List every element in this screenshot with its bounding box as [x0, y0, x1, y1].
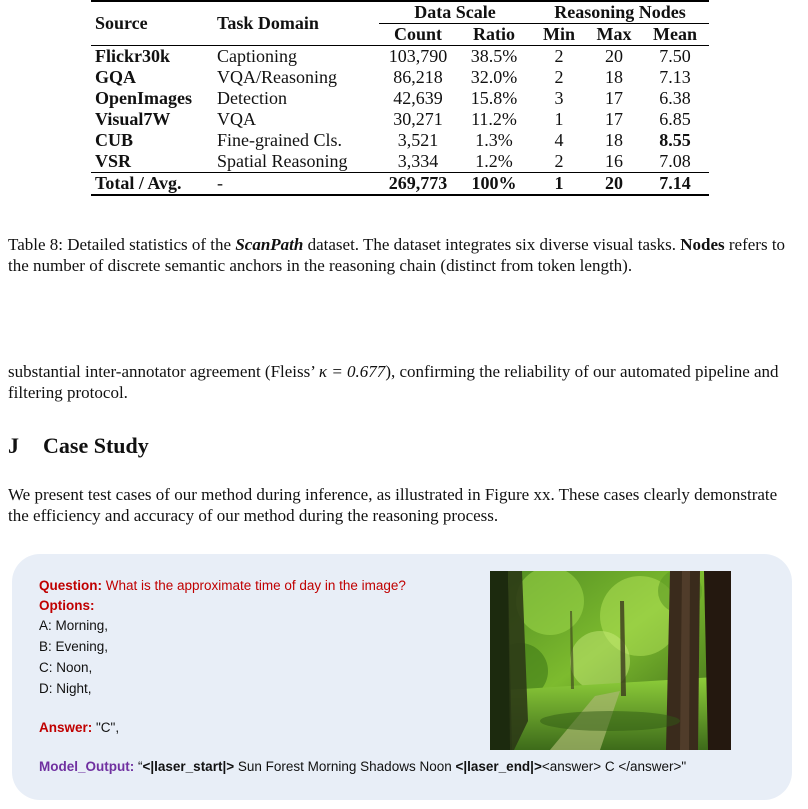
header-reasoning-nodes: Reasoning Nodes [531, 1, 709, 24]
cell-source: Flickr30k [91, 46, 213, 68]
cell-count: 42,639 [393, 88, 443, 108]
header-min: Min [542, 24, 575, 44]
laser-start-tag: <|laser_start|> [142, 759, 235, 774]
header-row-1 [91, 1, 709, 24]
header-max: Max [596, 24, 632, 44]
total-label: Total / Avg. [91, 173, 213, 196]
cell-domain: Spatial Reasoning [217, 151, 348, 171]
cell-domain: Captioning [213, 46, 379, 68]
cell-mean: 7.08 [659, 151, 691, 171]
total-domain: - [213, 173, 379, 196]
answer-text: "C", [92, 720, 120, 735]
cell-count: 86,218 [393, 67, 443, 87]
cell-source: OpenImages [95, 88, 193, 108]
para1-before: substantial inter-annotator agreement (Fleiss’ [8, 362, 319, 381]
caption-dataset-name: ScanPath [235, 235, 304, 254]
cell-max: 18 [605, 67, 623, 87]
para1-after: ), confirming the reliability of our automated pipeline and filtering protocol. [8, 362, 779, 402]
caption-suffix: refers to the number of discrete semantic anchors in the reasoning chain (distinct from token length). [8, 235, 786, 275]
cell-min: 1 [554, 109, 564, 129]
stats-table [91, 0, 709, 196]
section-number: J [8, 433, 19, 458]
table-row [91, 151, 709, 173]
cell-domain: VQA [217, 109, 256, 129]
cell-min: 2 [531, 46, 587, 68]
cell-ratio: 15.8% [470, 88, 518, 108]
cell-mean: 6.85 [659, 109, 691, 129]
mo-open-quote: “ [134, 759, 143, 774]
case-study-paragraph: We present test cases of our method during inference, as illustrated in Figure xx. These cases clearly demonstrate the efficiency and accuracy of our method during the reasoning process. [8, 485, 778, 525]
dataset-statistics-table [91, 0, 709, 196]
forest-photo [490, 571, 731, 750]
answer-label: Answer: [39, 720, 93, 735]
caption-middle: dataset. The dataset integrates six diverse visual tasks. [303, 235, 681, 254]
cell-min: 4 [554, 130, 564, 150]
table-row [91, 88, 709, 109]
header-source: Source [91, 1, 213, 46]
mo-middle: Sun Forest Morning Shadows Noon [234, 759, 456, 774]
total-row [91, 173, 709, 196]
cell-max: 16 [605, 151, 623, 171]
total-ratio: 100% [457, 173, 531, 196]
section-title: Case Study [43, 433, 149, 458]
model-output-label: Model_Output: [39, 759, 135, 774]
cell-count: 3,334 [397, 151, 439, 171]
options-label: Options: [39, 598, 95, 613]
cell-max: 17 [605, 109, 623, 129]
caption-nodes-term: Nodes [680, 235, 725, 254]
cell-source: VSR [95, 151, 132, 171]
total-mean: 7.14 [641, 173, 709, 196]
mo-tail: <answer> C </answer>" [541, 759, 687, 774]
header-ratio: Ratio [473, 24, 515, 44]
cell-count: 103,790 [379, 46, 457, 68]
cell-min: 2 [554, 151, 564, 171]
forest-scene-image [490, 571, 731, 750]
cell-source: CUB [95, 130, 134, 150]
cell-source: Visual7W [95, 109, 171, 129]
kappa-formula: κ = 0.677 [318, 362, 386, 381]
cell-mean-best: 8.55 [659, 130, 691, 150]
cell-max: 18 [605, 130, 623, 150]
case-study-box [12, 554, 792, 800]
option-item: C: Noon, [39, 660, 93, 675]
cell-max: 17 [605, 88, 623, 108]
cell-domain: Fine-grained Cls. [217, 130, 342, 150]
agreement-paragraph [8, 361, 802, 403]
section-heading [8, 433, 149, 459]
total-min: 1 [531, 173, 587, 196]
answer-line [39, 720, 119, 735]
option-item: D: Night, [39, 681, 92, 696]
header-task-domain: Task Domain [213, 1, 379, 46]
cell-source: GQA [95, 67, 137, 87]
cell-domain: Detection [217, 88, 287, 108]
option-item: A: Morning, [39, 618, 109, 633]
option-item: B: Evening, [39, 639, 109, 654]
cell-mean: 7.13 [659, 67, 691, 87]
cell-mean: 7.50 [641, 46, 709, 68]
table-row [91, 130, 709, 151]
table-caption [8, 234, 802, 276]
header-count: Count [393, 24, 442, 44]
caption-prefix: Table 8: Detailed statistics of the [8, 235, 236, 254]
total-count: 269,773 [379, 173, 457, 196]
header-data-scale: Data Scale [379, 1, 531, 24]
cell-ratio: 32.0% [470, 67, 518, 87]
question-line [39, 578, 406, 593]
table-row [91, 46, 709, 68]
cell-ratio: 1.3% [475, 130, 513, 150]
cell-ratio: 11.2% [471, 109, 517, 129]
cell-count: 3,521 [397, 130, 439, 150]
cell-mean: 6.38 [659, 88, 691, 108]
laser-end-tag: <|laser_end|> [455, 759, 542, 774]
model-output-line [39, 759, 686, 774]
cell-count: 30,271 [393, 109, 443, 129]
cell-ratio: 38.5% [457, 46, 531, 68]
question-label: Question: [39, 578, 102, 593]
cell-ratio: 1.2% [475, 151, 513, 171]
cell-min: 2 [554, 67, 564, 87]
question-text: What is the approximate time of day in the image? [102, 578, 406, 593]
cell-min: 3 [554, 88, 564, 108]
header-mean: Mean [653, 24, 697, 44]
cell-domain: VQA/Reasoning [217, 67, 337, 87]
cell-max: 20 [587, 46, 641, 68]
table-row [91, 67, 709, 88]
total-max: 20 [587, 173, 641, 196]
table-row [91, 109, 709, 130]
